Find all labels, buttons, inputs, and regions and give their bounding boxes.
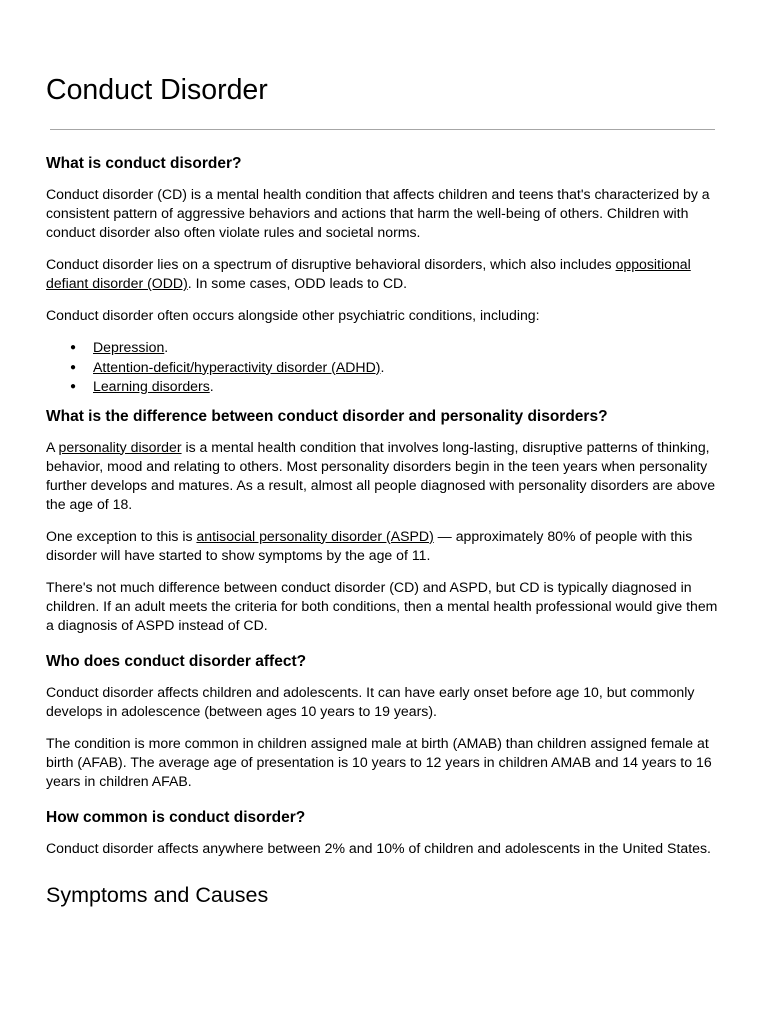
paragraph-definition: Conduct disorder (CD) is a mental health condition that affects children and teens that's characterized by a consistent pattern of aggressive behaviors and actions that harm the well-being of others. Children with conduct disorder also often violate rules and societal norms. [46,186,710,240]
paragraph-spectrum-text: Conduct disorder lies on a spectrum of disruptive behavioral disorders, which also includes [46,256,616,272]
heading-who-does-it-affect: Who does conduct disorder affect? [46,652,307,670]
paragraph-prevalence: Conduct disorder affects anywhere between 2% and 10% of children and adolescents in the United States. [46,839,711,856]
paragraph-amab-afab: The condition is more common in children assigned male at birth (AMAB) than children assigned female at birth (AFAB). The average age of presentation is 10 years to 12 years in children AMAB and 14 years to 16 years in children AFAB. [46,734,712,789]
paragraph-onset: Conduct disorder affects children and adolescents. It can have early onset before age 10, but commonly develops in adolescence (between ages 10 years to 19 years). [46,683,695,719]
bullet-icon: ● [70,342,77,353]
paragraph-aspd-text: One exception to this is [46,527,197,544]
heading-symptoms-and-causes: Symptoms and Causes [46,882,269,907]
heading-what-is-conduct-disorder: What is conduct disorder? [46,155,242,172]
paragraph-aspd-text-end: — approximately 80% of people with this disorder will have started to show symptoms by the age of 11. [46,527,693,563]
heading-difference-personality-disorders: What is the difference between conduct disorder and personality disorders? [46,407,608,425]
paragraph-personality-text: A [46,438,59,455]
list-item-punctuation: . [209,378,214,394]
list-item [46,358,726,378]
paragraph-spectrum-text-end: . In some cases, ODD leads to CD. [187,275,408,291]
paragraph-personality-text-end: is a mental health condition that involves long-lasting, disruptive patterns of thinking, behavior, mood and relating to others. Most personality disorders begin in the teen years when personality further develops and matures. As a result, almost all people diagnosed with personality disorders are above the age of 18. [46,438,716,512]
paragraph-spectrum [46,255,726,293]
heading-how-common: How common is conduct disorder? [46,808,306,826]
document-body [46,153,726,909]
paragraph-cd-vs-aspd: There's not much difference between conduct disorder (CD) and ASPD, but CD is typically diagnosed in children. If an adult meets the criteria for both conditions, then a mental health professional would give them a diagnosis of ASPD instead of CD. [46,578,718,633]
link-personality-disorder[interactable]: personality disorder [58,438,182,455]
bullet-icon: ● [70,381,77,392]
paragraph-personality-disorder [46,438,726,514]
paragraph-comorbid-intro: Conduct disorder often occurs alongside other psychiatric conditions, including: [46,307,540,323]
list-item [46,377,726,397]
link-adhd[interactable]: Attention-deficit/hyperactivity disorder (ADHD) [93,358,381,375]
comorbid-conditions-list [46,338,726,397]
link-oppositional-defiant-disorder[interactable]: oppositional defiant disorder (ODD) [46,256,691,291]
link-antisocial-personality-disorder[interactable]: antisocial personality disorder (ASPD) [196,527,434,544]
paragraph-aspd-exception [46,527,726,565]
list-item [46,338,726,358]
title-divider [50,129,715,130]
list-item-punctuation: . [380,358,385,375]
list-item-punctuation: . [164,339,169,355]
link-learning-disorders[interactable]: Learning disorders [93,378,210,394]
page-title: Conduct Disorder [46,74,268,106]
bullet-icon: ● [70,361,77,373]
link-depression[interactable]: Depression [93,339,165,355]
